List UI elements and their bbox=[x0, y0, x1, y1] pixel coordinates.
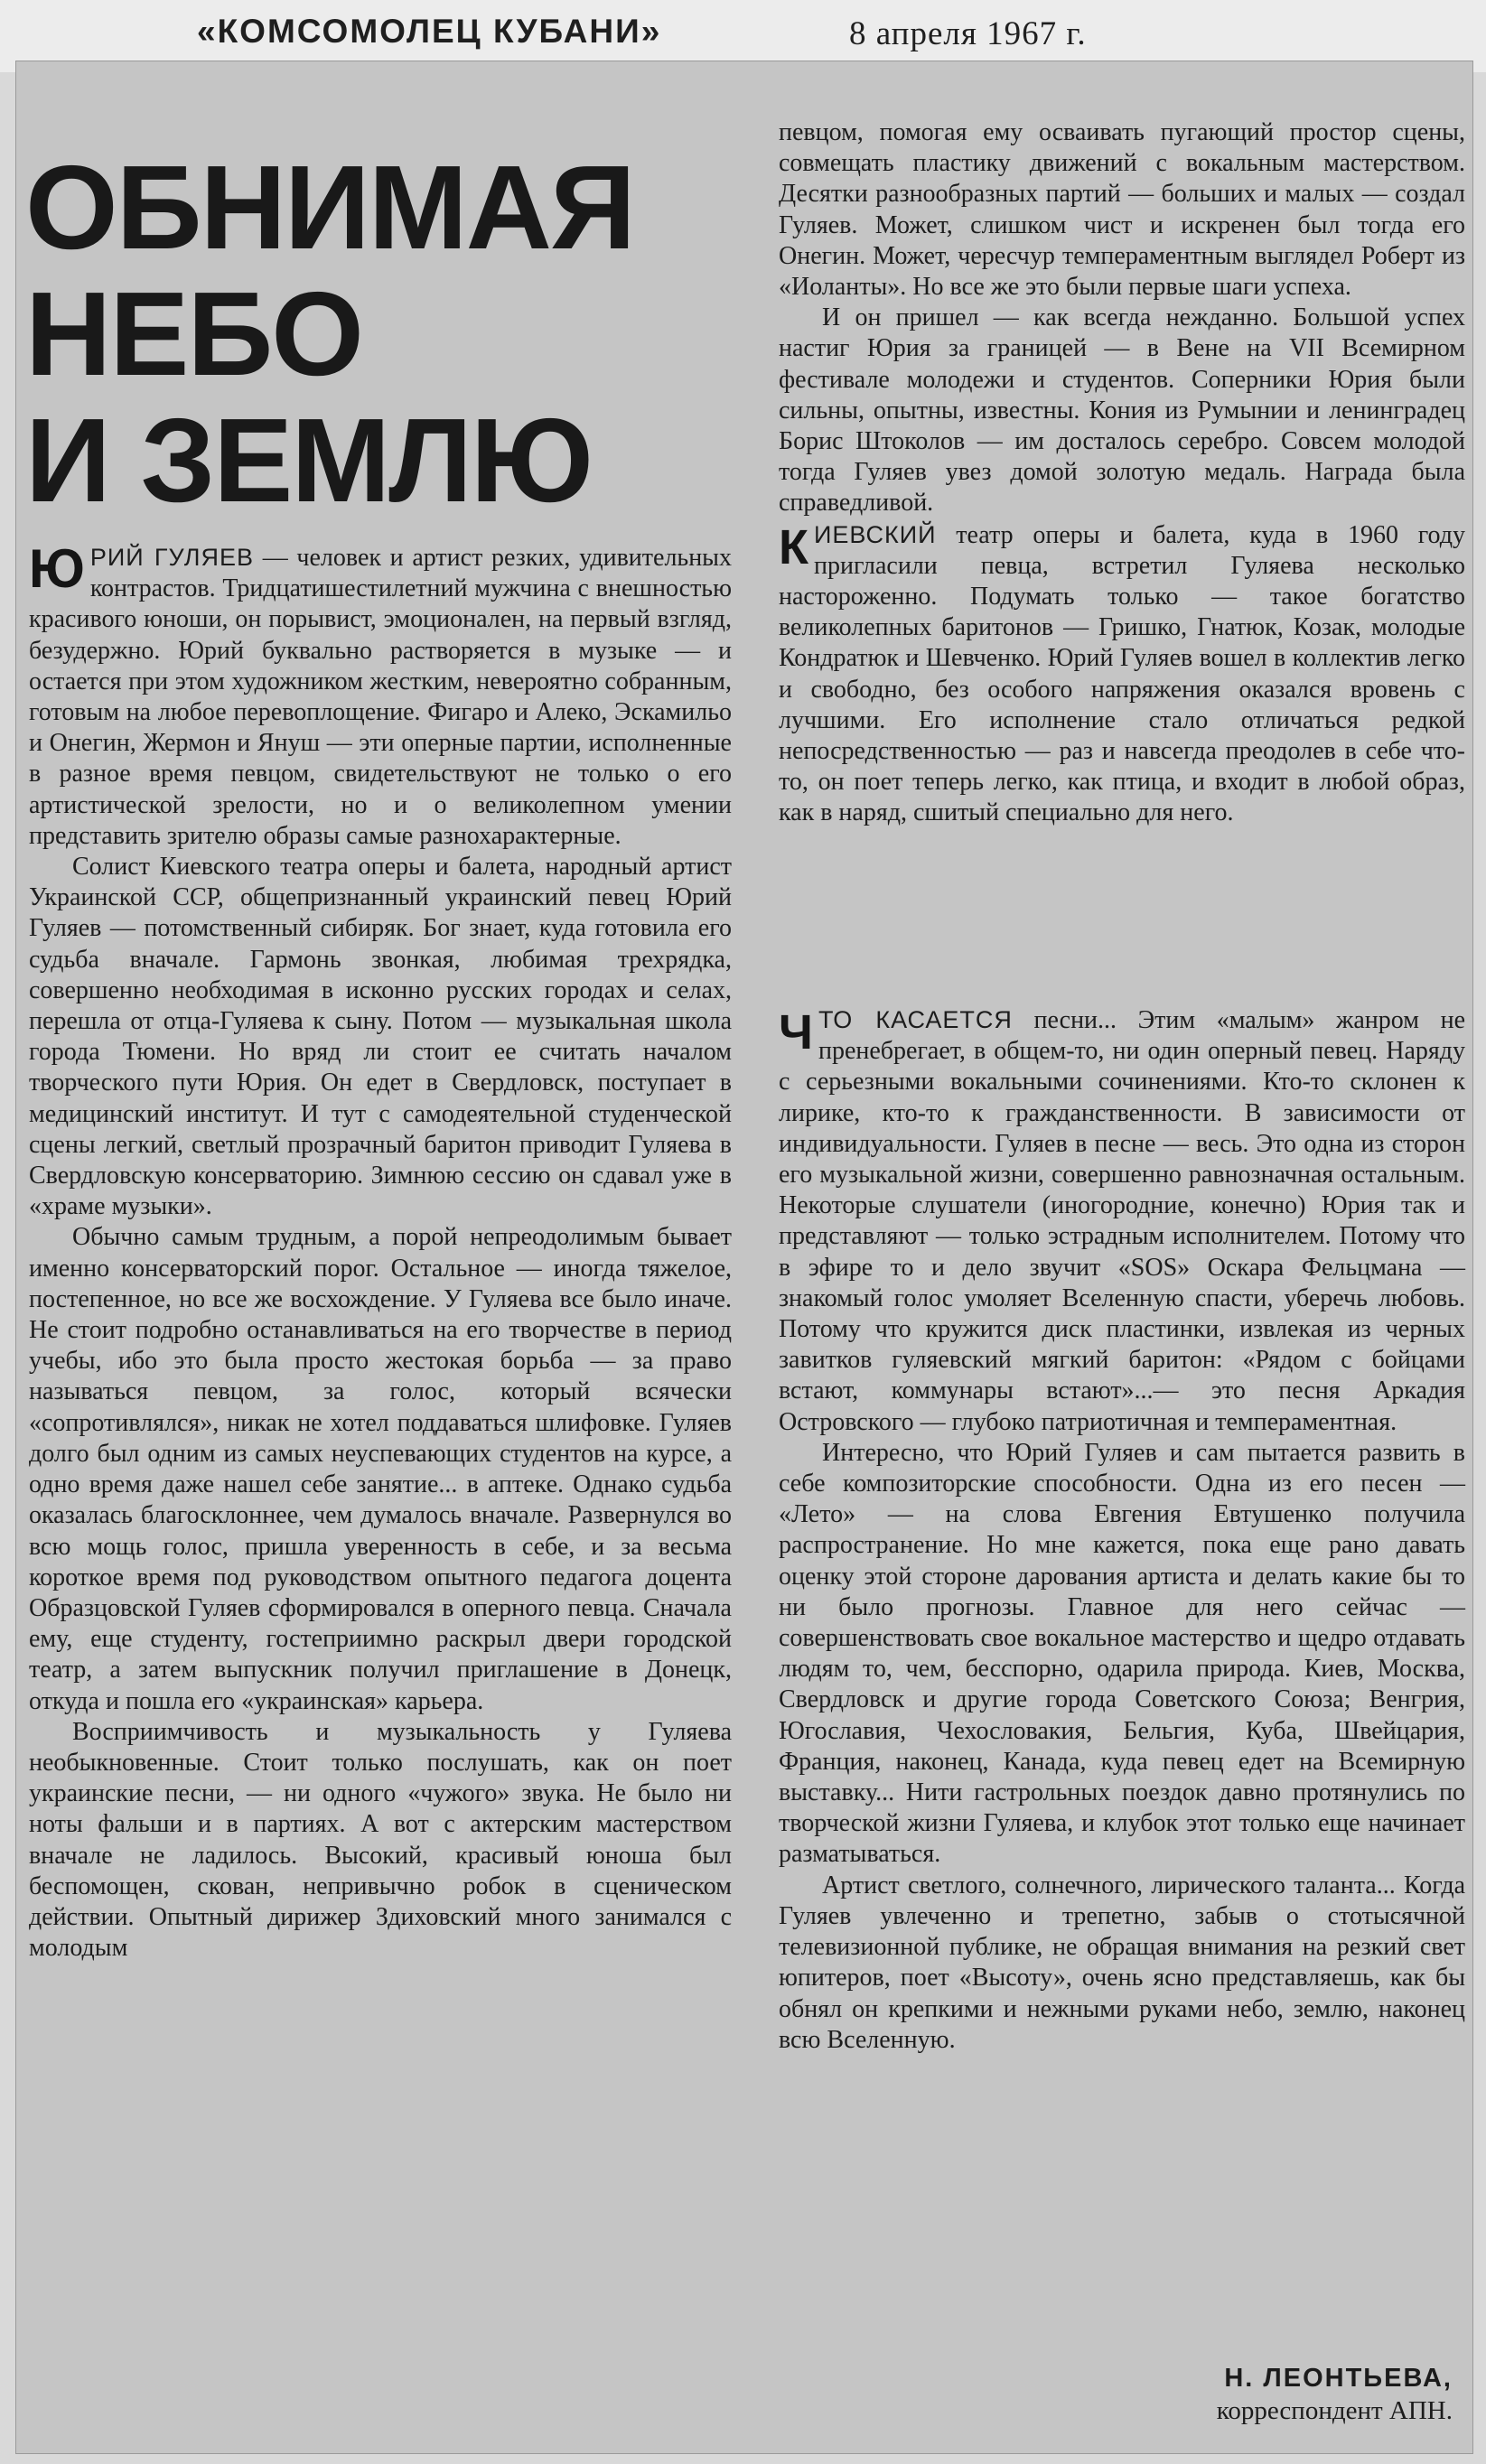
paragraph: Обычно самым трудным, а порой непреодолимым бывает именно консерваторский порог. Остальное — иногда тяжелое, постепенное, но все же восхождение. У Гуляева все было иначе. Не стоит подробно останавливаться на его творчестве в период учебы, ибо это была просто жестокая борьба — за право называться певцом, за голос, который всячески «сопротивлялся», никак не хотел поддаваться шлифовке. Гуляев долго был одним из самых неуспевающих студентов на курсе, а одно время даже нашел себе занятие... в аптеке. Однако судьба оказалась благосклоннее, чем думалось вначале. Развернулся во всю мощь голос, пришла уверенность в себе, и за весьма короткое время под руководством опытного педагога доцента Образцовской Гуляев сформировался в оперного певца. Сначала ему, еще студенту, гостеприимно раскрыл двери городской театр, а затем выпускник получил приглашение в Донецк, откуда и пошла его «украинская» карьера. bbox=[29, 1223, 732, 1715]
paragraph: Интересно, что Юрий Гуляев и сам пытается развить в себе композиторские способности. Одна из его песен — «Лето» — на слова Евгения Евтушенко получила распространение. Но мне кажется, пока еще рано давать оценку этой стороне дарования артиста и делать какие бы то ни было прогнозы. Главное для него сейчас — совершенствовать свое вокальное мастерство и щедро отдавать людям то, чем, бесспорно, одарила природа. Киев, Москва, Свердловск и другие города Советского Союза; Венгрия, Югославия, Чехословакия, Бельгия, Куба, Швейцария, Франция, наконец, Канада, куда певец едет на Всемирную выставку... Нити гастрольных поездок давно протянулись по творческой жизни Гуляева, и клубок этот только еще начинает разматываться. bbox=[779, 1438, 1465, 1869]
newspaper-name: «КОМСОМОЛЕЦ КУБАНИ» bbox=[197, 13, 662, 50]
section-drop-cap: Ч bbox=[779, 1005, 813, 1059]
author-role: корреспондент АПН. bbox=[1216, 2396, 1453, 2425]
lead-paragraph bbox=[29, 538, 732, 852]
paragraph: Солист Киевского театра оперы и балета, народный артист Украинской ССР, общепризнанный украинский певец Юрий Гуляев — потомственный сибиряк. Бог знает, куда готовила его судьба вначале. Гармонь звонкая, любимая трехрядка, совершенно необходимая в исконно русских городах и селах, перешла от отца-Гуляева к сыну. Потом — музыкальная школа города Тюмени. Но вряд ли стоит ее считать началом творческого пути Юрия. Он едет в Свердловск, поступает в медицинский институт. И тут с самодеятельной студенческой сцены легкий, светлый прозрачный баритон приводит Гуляева в Свердловскую консерваторию. Зимнюю сессию он сдавал уже в «храме музыки». bbox=[29, 853, 732, 1221]
article-headline bbox=[25, 141, 730, 527]
paragraph: И он пришел — как всегда нежданно. Большой успех настиг Юрия за границей — в Вене на VII Всемирном фестивале молодежи и студентов. Соперники Юрия были сильны, опытны, известны. Кония из Румынии и ленинградец Борис Штоколов — им досталось серебро. Совсем молодой тогда Гуляев увез домой золотую медаль. Награда была справедливой. bbox=[779, 303, 1465, 518]
section-paragraph bbox=[779, 519, 1465, 829]
lead-drop-cap: Ю bbox=[29, 538, 85, 599]
section-drop-cap: К bbox=[779, 519, 808, 574]
left-column bbox=[29, 538, 732, 1964]
section-text: театр оперы и балета, куда в 1960 году пригласили певца, встретил Гуляева несколько настороженно. Подумать только — такое богатство великолепных баритонов — Гришко, Гнатюк, Козак, молодые Кондратюк и Шевченко. Юрий Гуляев вошел в коллектив легко и свободно, без особого напряжения оказался вровень с лучшими. Его исполнение стало отличаться редкой непосредственностью — раз и навсегда преодолев в себе что-то, он поет теперь легко, как птица, и входит в любой образ, как в наряд, сшитый специально для него. bbox=[779, 520, 1465, 827]
author-name: Н. ЛЕОНТЬЕВА, bbox=[1224, 2364, 1453, 2393]
paragraph: Восприимчивость и музыкальность у Гуляева необыкновенные. Стоит только послушать, как он поет украинские песни, — ни одного «чужого» звука. Не было ни ноты фальши и в партиях. А вот с актерским мастерством вначале не ладилось. Высокий, красивый юноша был беспомощен, скован, непривычно робок в сценическом действии. Опытный дирижер Здиховский много занимался с молодым bbox=[29, 1717, 732, 1963]
headline-line-3: И ЗЕМЛЮ bbox=[25, 394, 592, 527]
section-caps: ИЕВСКИЙ bbox=[813, 520, 937, 548]
lead-caps: РИЙ ГУЛЯЕВ bbox=[89, 544, 255, 571]
headline-line-1: ОБНИМАЯ bbox=[25, 141, 634, 274]
section-paragraph bbox=[779, 1004, 1465, 1438]
headline-line-2: НЕБО bbox=[25, 267, 362, 400]
lead-text: — человек и артист резких, удивительных контрастов. Тридцатишестилетний мужчина с внешностью красивого юноши, он порывист, эмоционален, на первый взгляд, безудержно. Юрий буквально растворяется в музыке — и остается при этом художником жестким, невероятно собранным, готовым на любое перевоплощение. Фигаро и Алеко, Эскамильо и Онегин, Жермон и Януш — эти оперные партии, исполненные в разное время певцом, свидетельствуют не только о его артистической зрелости, но и о великолепном умении представить зрителю образы самые разнохарактерные. bbox=[29, 544, 732, 850]
paragraph: Артист светлого, солнечного, лирического таланта... Когда Гуляев увлеченно и трепетно, забыв о стотысячной телевизионной публике, не обращая внимания на резкий свет юпитеров, поет «Высоту», очень ясно представляешь, как бы обнял он крепкими и нежными руками небо, землю, наконец всю Вселенную. bbox=[779, 1871, 1465, 2054]
section-text: песни... Этим «малым» жанром не пренебрегает, в общем-то, ни один оперный певец. Наряду с серьезными вокальными сочинениями. Кто-то склонен к лирике, кто-то к гражданственности. В зависимости от индивидуальности. Гуляев в песне — весь. Это одна из сторон его музыкальной жизни, совершенно равнозначная остальным. Некоторые слушатели (иногородние, конечно) Юрия так и представляют — только эстрадным исполнителем. Потому что в эфире то и дело звучит «SOS» Оскара Фельцмана — знакомый голос умоляет Вселенную спасти, уберечь любовь. Потому что кружится диск пластинки, извлекая из черных завитков гуляевский мягкий баритон: «Рядом с бойцами встают, коммунары встают»...— это песня Аркадия Островского — глубоко патриотичная и темпераментная. bbox=[779, 1006, 1465, 1436]
right-column-bottom bbox=[779, 1004, 1465, 2056]
section-caps: ТО КАСАЕТСЯ bbox=[818, 1006, 1013, 1033]
byline bbox=[1012, 2362, 1453, 2427]
issue-date: 8 апреля 1967 г. bbox=[849, 15, 1087, 52]
paragraph: певцом, помогая ему осваивать пугающий простор сцены, совмещать пластику движений с вокальным мастерством. Десятки разнообразных партий — больших и малых — создал Гуляев. Может, слишком чист и искренен был тогда его Онегин. Может, чересчур темпераментным выглядел Роберт из «Иоланты». Но все же это были первые шаги успеха. bbox=[779, 118, 1465, 302]
right-column-top bbox=[779, 117, 1465, 829]
